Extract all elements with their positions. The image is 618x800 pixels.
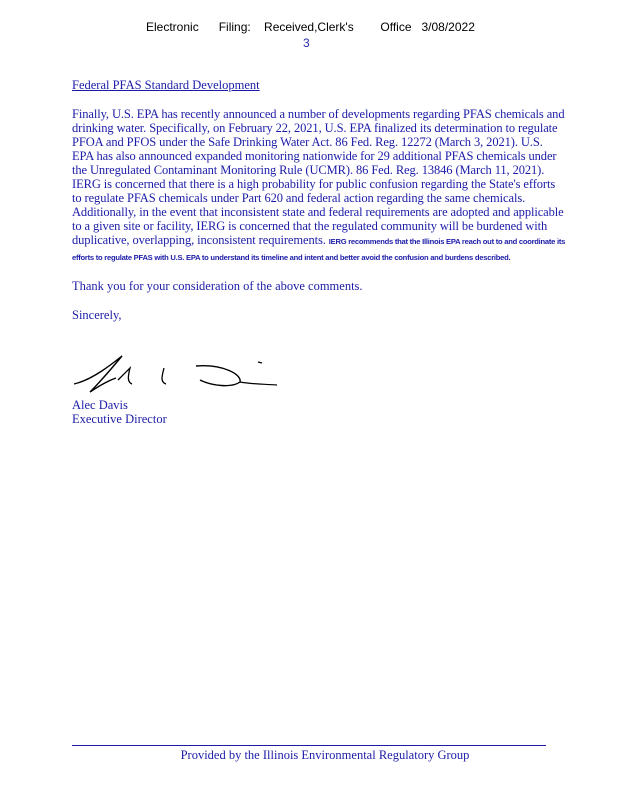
closing-line: Sincerely, — [72, 308, 122, 322]
section-heading: Federal PFAS Standard Development — [72, 78, 260, 92]
footer-text: Provided by the Illinois Environmental Regulatory Group — [180, 748, 470, 762]
signer-block — [72, 398, 167, 426]
paragraph-text: Finally, U.S. EPA has recently announced a number of developments regarding PFAS chemicals and drinking water. Specifically, on February 22, 2021, U.S. EPA finalized its determination to regulate PFOA and PFOS under the Safe Drinking Water Act. 86 Fed. Reg. 12272 (March 3, 2021). U.S. EPA has also announced expanded monitoring nationwide for 29 additional PFAS chemicals under the Unregulated Contaminant Monitoring Rule (UCMR). 86 Fed. Reg. 13846 (March 11, 2021). IERG is concerned that there is a high probability for public confusion regarding the State's efforts to regulate PFAS chemicals under Part 620 and federal action regarding the same chemicals. Additionally, in the event that inconsistent state and federal requirements are adopted and applicable to a given site or facility, IERG is concerned that the regulated community will be burdened with duplicative, overlapping, inconsistent requirements. — [72, 107, 565, 247]
recommendation-text: IERG recommends that the Illinois EPA reach out to and coordinate its efforts to regulate PFAS with U.S. EPA to understand its timeline and intent and better avoid the confusion and burdens described. — [72, 237, 566, 262]
footer-rule — [72, 745, 546, 746]
handwritten-signature — [72, 354, 282, 396]
filing-stamp-line: Electronic Filing: Received,Clerk's Office 3/08/2022 — [146, 20, 475, 34]
thanks-line: Thank you for your consideration of the above comments. — [72, 279, 363, 293]
signer-name: Alec Davis — [72, 398, 128, 412]
filing-page-fragment: 3 — [303, 36, 310, 50]
signer-title: Executive Director — [72, 412, 167, 426]
body-paragraph — [72, 107, 566, 265]
document-body — [72, 78, 566, 323]
